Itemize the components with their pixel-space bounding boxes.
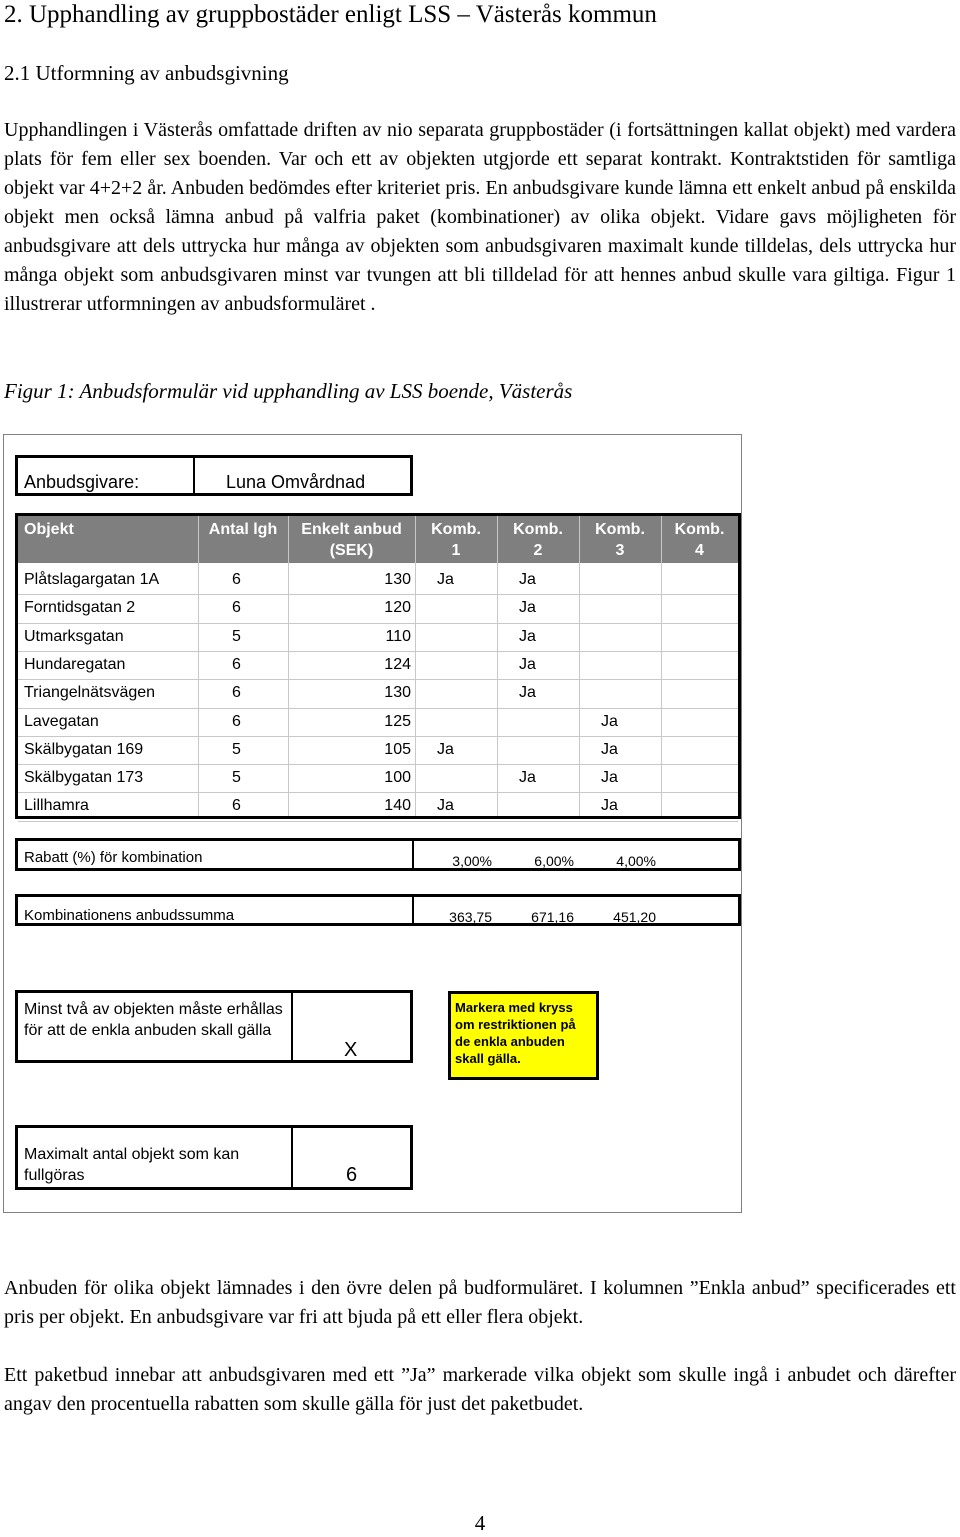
header-komb1: Komb. 1 xyxy=(431,521,481,559)
cell-pris[interactable]: 124 xyxy=(384,655,411,673)
row-divider xyxy=(18,764,738,765)
header-objekt: Objekt xyxy=(24,521,74,538)
rabatt-row xyxy=(15,838,741,871)
grid-line xyxy=(497,516,498,816)
rabatt-komb1: 3,00% xyxy=(452,853,492,869)
cell-pris[interactable]: 100 xyxy=(384,769,411,787)
grid-line xyxy=(661,516,662,816)
min-restriction-value[interactable]: X xyxy=(344,1039,358,1061)
cell-k2[interactable]: Ja xyxy=(519,684,536,702)
grid-line xyxy=(579,516,580,816)
header-komb3: Komb. 3 xyxy=(595,521,645,559)
cell-antal: 6 xyxy=(232,655,241,673)
row-divider xyxy=(18,736,738,737)
rabatt-komb2: 6,00% xyxy=(534,853,574,869)
page-number: 4 xyxy=(474,1511,486,1535)
cell-pris[interactable]: 105 xyxy=(384,740,411,758)
cell-k3[interactable]: Ja xyxy=(601,797,618,815)
cell-pris[interactable]: 125 xyxy=(384,712,411,730)
cell-k1[interactable]: Ja xyxy=(437,740,454,758)
bidder-label: Anbudsgivare: xyxy=(24,472,140,492)
instruction-note: Markera med kryss om restriktionen på de enkla anbuden skall gälla. xyxy=(448,991,599,1080)
cell-k2[interactable]: Ja xyxy=(519,655,536,673)
cell-k3[interactable]: Ja xyxy=(601,740,618,758)
bid-form-figure xyxy=(3,434,742,1213)
bidder-value: Luna Omvårdnad xyxy=(226,472,366,492)
cell-antal: 6 xyxy=(232,712,241,730)
cell-pris[interactable]: 120 xyxy=(384,599,411,617)
cell-objekt: Lillhamra xyxy=(24,797,89,815)
grid-line xyxy=(288,516,289,816)
objects-table xyxy=(15,513,741,819)
cell-k2[interactable]: Ja xyxy=(519,627,536,645)
cell-objekt: Forntidsgatan 2 xyxy=(24,599,136,617)
min-restriction-box xyxy=(15,990,413,1063)
paragraph-package-bids: Ett paketbud innebar att anbudsgivaren med ett ”Ja” markerade vilka objekt som skulle ingå i anbudet och därefter angav den procentuella rabatten som skulle gälla för just det paketbudet. xyxy=(4,1364,956,1415)
summa-komb3: 451,20 xyxy=(613,909,656,925)
max-objects-box xyxy=(15,1125,413,1190)
header-komb2: Komb. 2 xyxy=(513,521,563,559)
row-divider xyxy=(18,623,738,624)
row-divider xyxy=(18,679,738,680)
paragraph-single-bids: Anbuden för olika objekt lämnades i den övre delen på budformuläret. I kolumnen ”Enkla anbud” specificerades ett pris per objekt. En anbudsgivare var fri att bjuda på ett eller flera objekt. xyxy=(4,1277,956,1328)
grid-line xyxy=(198,516,199,816)
cell-pris[interactable]: 130 xyxy=(384,684,411,702)
cell-antal: 6 xyxy=(232,599,241,617)
row-divider xyxy=(18,792,738,793)
min-restriction-label: Minst två av objekten måste erhållas för att de enkla anbuden skall gälla xyxy=(24,1001,283,1039)
cell-k1[interactable]: Ja xyxy=(437,571,454,588)
row-divider xyxy=(18,821,738,822)
cell-antal: 6 xyxy=(232,797,241,815)
cell-objekt: Skälbygatan 173 xyxy=(24,769,144,787)
bidder-box xyxy=(15,455,413,496)
row-divider xyxy=(18,708,738,709)
row-divider xyxy=(18,594,738,595)
max-objects-value[interactable]: 6 xyxy=(346,1164,358,1186)
cell-k2[interactable]: Ja xyxy=(519,571,536,588)
subsection-heading: 2.1 Utformning av anbudsgivning xyxy=(4,61,289,85)
cell-k3[interactable]: Ja xyxy=(601,712,618,730)
rabatt-komb3: 4,00% xyxy=(616,853,656,869)
cell-objekt: Lavegatan xyxy=(24,712,99,730)
cell-objekt: Plåtslagargatan 1A xyxy=(24,571,160,588)
figure-caption: Figur 1: Anbudsformulär vid upphandling av LSS boende, Västerås xyxy=(4,379,573,403)
cell-antal: 5 xyxy=(232,627,241,645)
cell-pris[interactable]: 110 xyxy=(385,627,411,645)
cell-antal: 5 xyxy=(232,769,241,787)
cell-k2[interactable]: Ja xyxy=(519,769,536,787)
header-antal: Antal lgh xyxy=(208,521,278,538)
section-heading: 2. Upphandling av gruppbostäder enligt LSS – Västerås kommun xyxy=(4,1,657,28)
summa-komb1: 363,75 xyxy=(449,909,492,925)
grid-line xyxy=(415,516,416,816)
cell-k2[interactable]: Ja xyxy=(519,599,536,617)
header-komb4: Komb. 4 xyxy=(674,521,725,559)
cell-k3[interactable]: Ja xyxy=(601,769,618,787)
max-objects-label: Maximalt antal objekt som kan fullgöras xyxy=(24,1146,240,1184)
cell-objekt: Hundaregatan xyxy=(24,655,126,673)
cell-objekt: Triangelnätsvägen xyxy=(24,684,156,702)
cell-objekt: Utmarksgatan xyxy=(24,627,124,645)
cell-antal: 6 xyxy=(232,571,241,588)
header-pris: Enkelt anbud (SEK) xyxy=(301,521,402,559)
cell-pris[interactable]: 140 xyxy=(384,797,411,815)
rabatt-label: Rabatt (%) för kombination xyxy=(24,849,203,866)
cell-antal: 5 xyxy=(232,740,241,758)
paragraph-intro: Upphandlingen i Västerås omfattade driften av nio separata gruppbostäder (i fortsättningen kallat objekt) med vardera plats för fem eller sex boenden. Var och ett av objekten utgjorde ett separat kontrakt. Kontraktstiden för samtliga objekt var 4+2+2 år. Anbuden bedömdes efter kriteriet pris. En anbudsgivare kunde lämna ett enkelt anbud på enskilda objekt men också lämna anbud på valfria paket (kombinationer) av olika objekt. Vidare gavs möjligheten för anbudsgivare att dels uttrycka hur många av objekten som anbudsgivaren maximalt kunde tilldelas, dels uttrycka hur många objekt som anbudsgivaren minst var tvungen att bli tilldelad för att hennes anbud skulle vara giltiga. Figur 1 illustrerar utformningen av anbudsformuläret . xyxy=(4,119,956,315)
cell-pris[interactable]: 130 xyxy=(384,571,411,588)
row-divider xyxy=(18,651,738,652)
cell-antal: 6 xyxy=(232,684,241,702)
summa-komb2: 671,16 xyxy=(531,909,574,925)
summa-row xyxy=(15,894,741,926)
cell-objekt: Skälbygatan 169 xyxy=(24,740,144,758)
cell-k1[interactable]: Ja xyxy=(437,797,454,815)
summa-label: Kombinationens anbudssumma xyxy=(24,907,235,924)
